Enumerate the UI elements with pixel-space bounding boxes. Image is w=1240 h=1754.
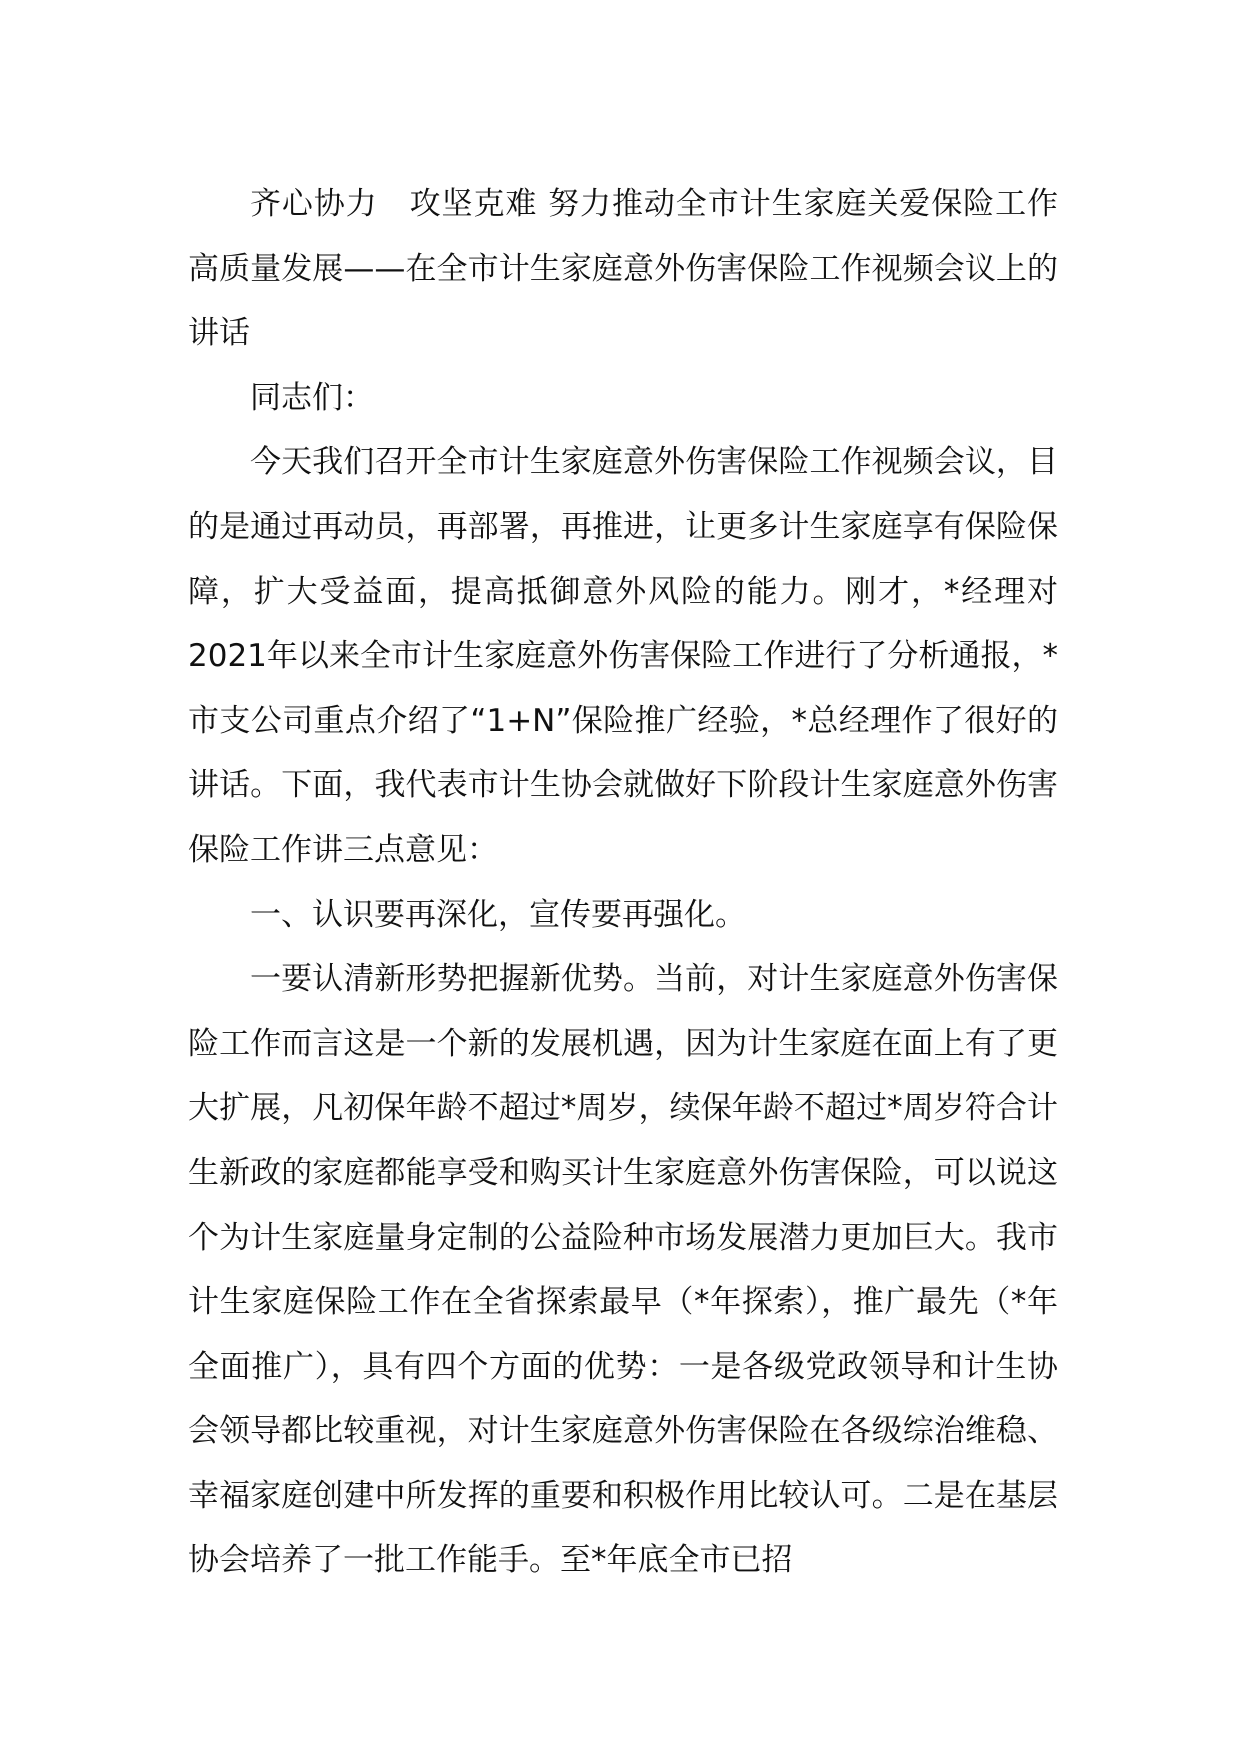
document-title: 齐心协力 攻坚克难 努力推动全市计生家庭关爱保险工作高质量发展——在全市计生家庭意外伤害保险工作视频会议上的讲话 [188,186,1058,352]
paragraph-first-point: 一要认清新形势把握新优势。当前，对计生家庭意外伤害保险工作而言这是一个新的发展机遇，因为计生家庭在面上有了更大扩展，凡初保年龄不超过*周岁，续保年龄不超过*周岁符合计生新政的家庭都能享受和购买计生家庭意外伤害保险，可以说这个为计生家庭量身定制的公益险种市场发展潜力更加巨大。我市计生家庭保险工作在全省探索最早（*年探索），推广最先（*年全面推广），具有四个方面的优势：一是各级党政领导和计生协会领导都比较重视，对计生家庭意外伤害保险在各级综治维稳、幸福家庭创建中所发挥的重要和积极作用比较认可。二是在基层协会培养了一批工作能手。至*年底全市已招 [188,961,1058,1579]
paragraph-intro: 今天我们召开全市计生家庭意外伤害保险工作视频会议，目的是通过再动员，再部署，再推进，让更多计生家庭享有保险保障，扩大受益面，提高抵御意外风险的能力。刚才，*经理对2021年以来全市计生家庭意外伤害保险工作进行了分析通报，*市支公司重点介绍了“1+N”保险推广经验，*总经理作了很好的讲话。下面，我代表市计生协会就做好下阶段计生家庭意外伤害保险工作讲三点意见： [188,444,1058,868]
greeting: 同志们： [250,379,374,416]
document-body [188,172,1058,1593]
section-heading-one: 一、认识要再深化，宣传要再强化。 [250,896,746,933]
